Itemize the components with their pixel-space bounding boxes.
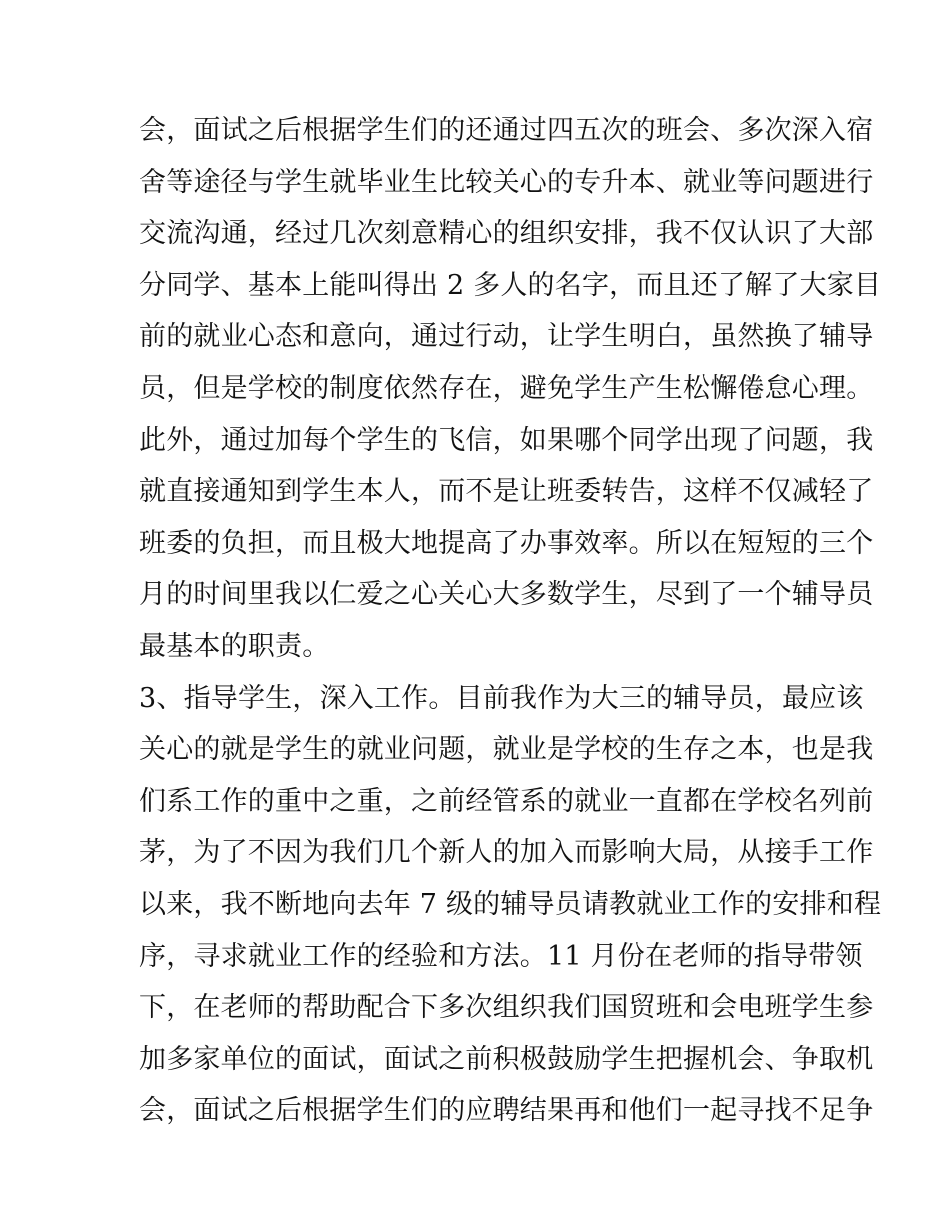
text-line: 员，但是学校的制度依然存在，避免学生产生松懈倦怠心理。 xyxy=(139,372,874,404)
text-line: 交流沟通，经过几次刻意精心的组织安排，我不仅认识了大部 xyxy=(139,218,874,250)
text-line: 以来，我不断地向去年 7 级的辅导员请教就业工作的安排和程 xyxy=(139,888,882,920)
text-line: 3、指导学生，深入工作。目前我作为大三的辅导员，最应该 xyxy=(139,682,864,714)
text-line: 序，寻求就业工作的经验和方法。11 月份在老师的指导带领 xyxy=(139,940,863,972)
text-line: 最基本的职责。 xyxy=(139,630,330,662)
text-line: 前的就业心态和意向，通过行动，让学生明白，虽然换了辅导 xyxy=(139,321,874,353)
body-text xyxy=(139,105,882,1137)
text-line: 月的时间里我以仁爱之心关心大多数学生，尽到了一个辅导员 xyxy=(139,579,874,611)
text-line: 分同学、基本上能叫得出 2 多人的名字，而且还了解了大家目 xyxy=(139,269,882,301)
text-line: 加多家单位的面试，面试之前积极鼓励学生把握机会、争取机 xyxy=(139,1043,874,1075)
text-line: 下，在老师的帮助配合下多次组织我们国贸班和会电班学生参 xyxy=(139,992,874,1024)
text-line: 关心的就是学生的就业问题，就业是学校的生存之本，也是我 xyxy=(139,734,874,766)
text-line: 此外，通过加每个学生的飞信，如果哪个同学出现了问题，我 xyxy=(139,424,874,456)
text-line: 舍等途径与学生就毕业生比较关心的专升本、就业等问题进行 xyxy=(139,166,874,198)
text-line: 会，面试之后根据学生们的还通过四五次的班会、多次深入宿 xyxy=(139,115,874,146)
text-line: 们系工作的重中之重，之前经管系的就业一直都在学校名列前 xyxy=(139,785,874,817)
text-line: 会，面试之后根据学生们的应聘结果再和他们一起寻找不足争 xyxy=(139,1095,874,1127)
text-line: 茅，为了不因为我们几个新人的加入而影响大局，从接手工作 xyxy=(139,837,874,869)
text-line: 就直接通知到学生本人，而不是让班委转告，这样不仅减轻了 xyxy=(139,476,874,508)
text-line: 班委的负担，而且极大地提高了办事效率。所以在短短的三个 xyxy=(139,527,874,559)
